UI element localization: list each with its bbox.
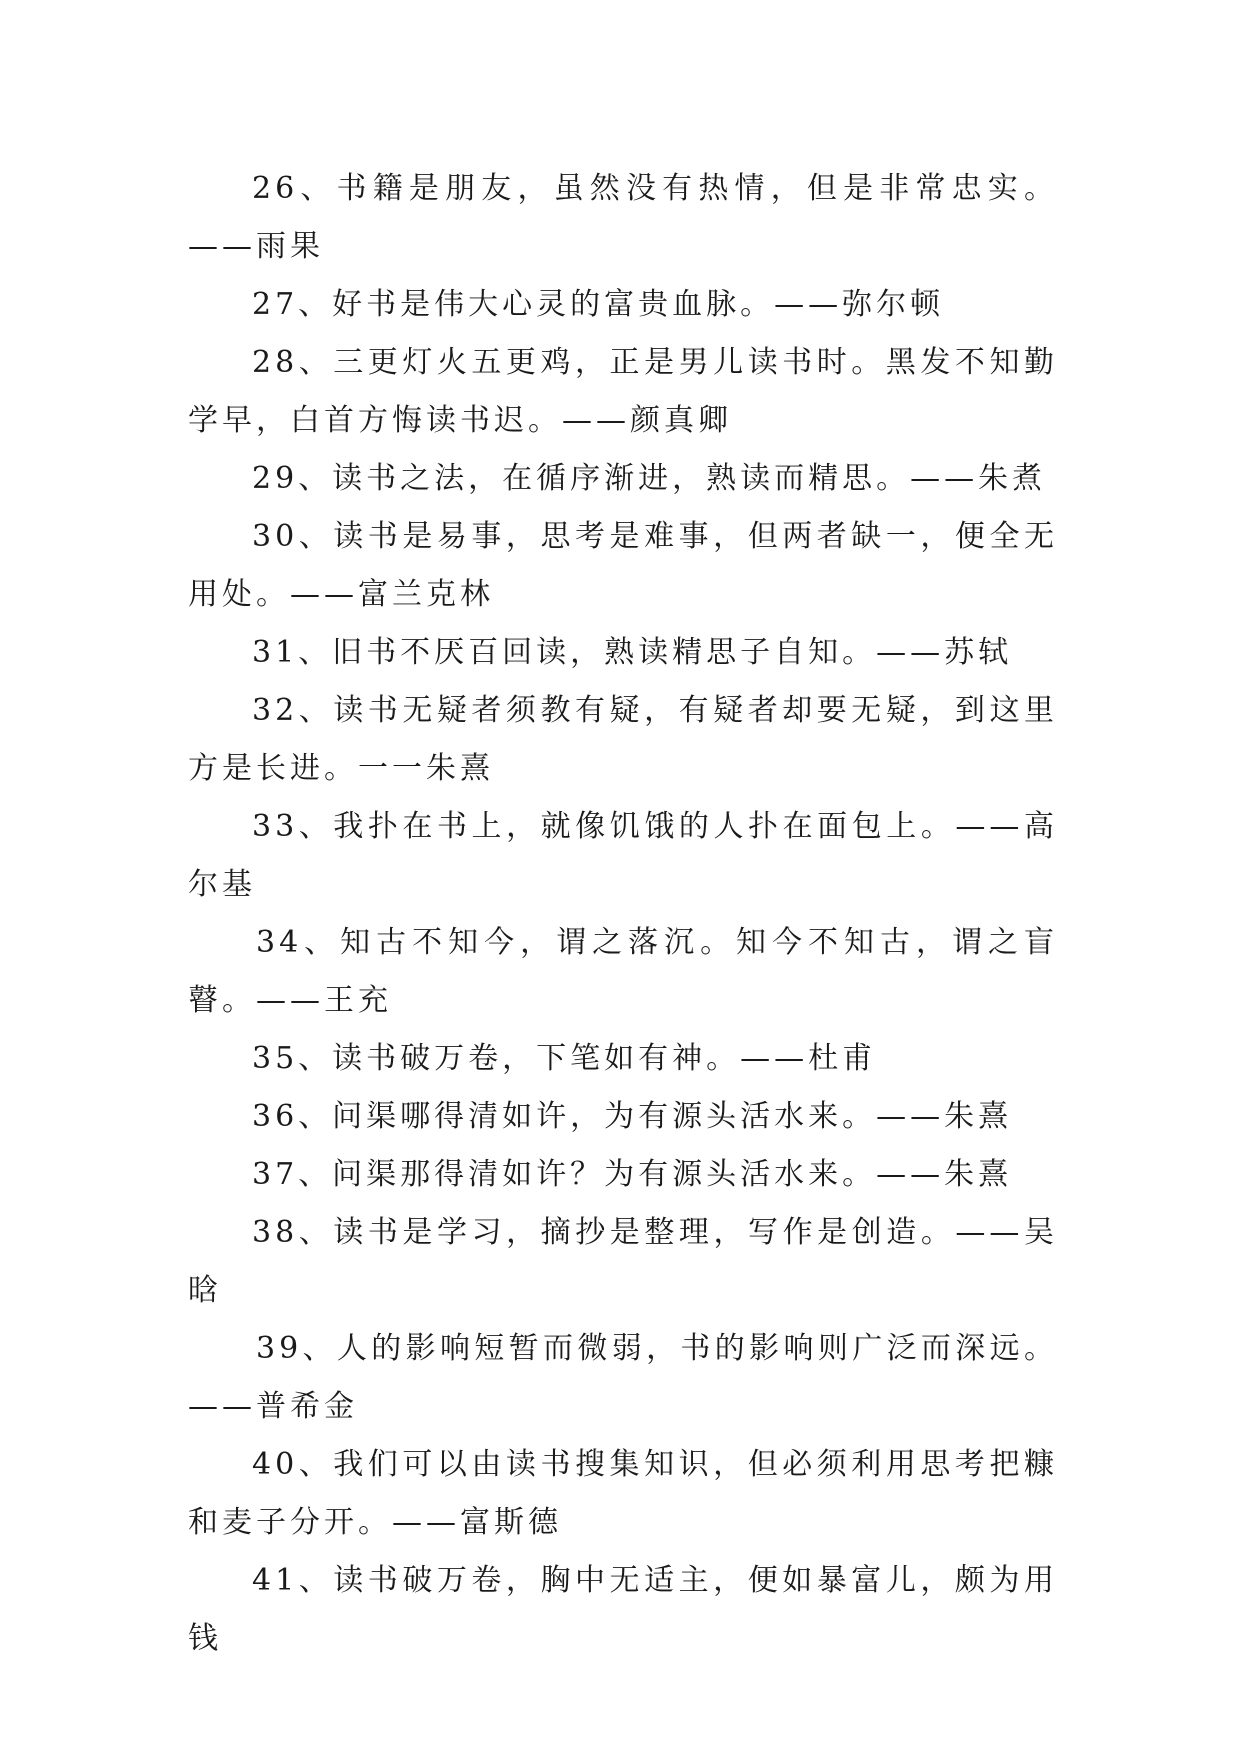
quote-37: 37、问渠那得清如许？为有源头活水来。——朱熹 xyxy=(252,1157,1013,1192)
quote-41: 41、读书破万卷，胸中无适主，便如暴富儿，颇为用钱 xyxy=(188,1563,1058,1656)
quote-38: 38、读书是学习，摘抄是整理，写作是创造。——吴晗 xyxy=(188,1215,1058,1308)
quote-28: 28、三更灯火五更鸡，正是男儿读书时。黑发不知勤学早，白首方悔读书迟。——颜真卿 xyxy=(188,345,1058,438)
quote-39: 39、人的影响短暂而微弱，书的影响则广泛而深远。——普希金 xyxy=(188,1331,1058,1424)
quote-32: 32、读书无疑者须教有疑，有疑者却要无疑，到这里方是长进。一一朱熹 xyxy=(188,693,1058,786)
quote-27: 27、好书是伟大心灵的富贵血脉。——弥尔顿 xyxy=(252,287,945,322)
quote-33: 33、我扑在书上，就像饥饿的人扑在面包上。——高尔基 xyxy=(188,809,1058,902)
quote-30: 30、读书是易事，思考是难事，但两者缺一，便全无用处。——富兰克林 xyxy=(188,519,1058,612)
quote-40: 40、我们可以由读书搜集知识，但必须利用思考把糠和麦子分开。——富斯德 xyxy=(188,1447,1058,1540)
quote-list xyxy=(188,160,1058,1668)
quote-36: 36、问渠哪得清如许，为有源头活水来。——朱熹 xyxy=(252,1099,1013,1134)
quote-31: 31、旧书不厌百回读，熟读精思子自知。——苏轼 xyxy=(252,635,1013,670)
quote-34: 34、知古不知今，谓之落沉。知今不知古，谓之盲瞽。——王充 xyxy=(188,925,1058,1018)
quote-35: 35、读书破万卷，下笔如有神。——杜甫 xyxy=(252,1041,877,1076)
quote-29: 29、读书之法，在循序渐进，熟读而精思。——朱煮 xyxy=(252,461,1047,496)
quote-26: 26、书籍是朋友，虽然没有热情，但是非常忠实。——雨果 xyxy=(188,171,1058,264)
